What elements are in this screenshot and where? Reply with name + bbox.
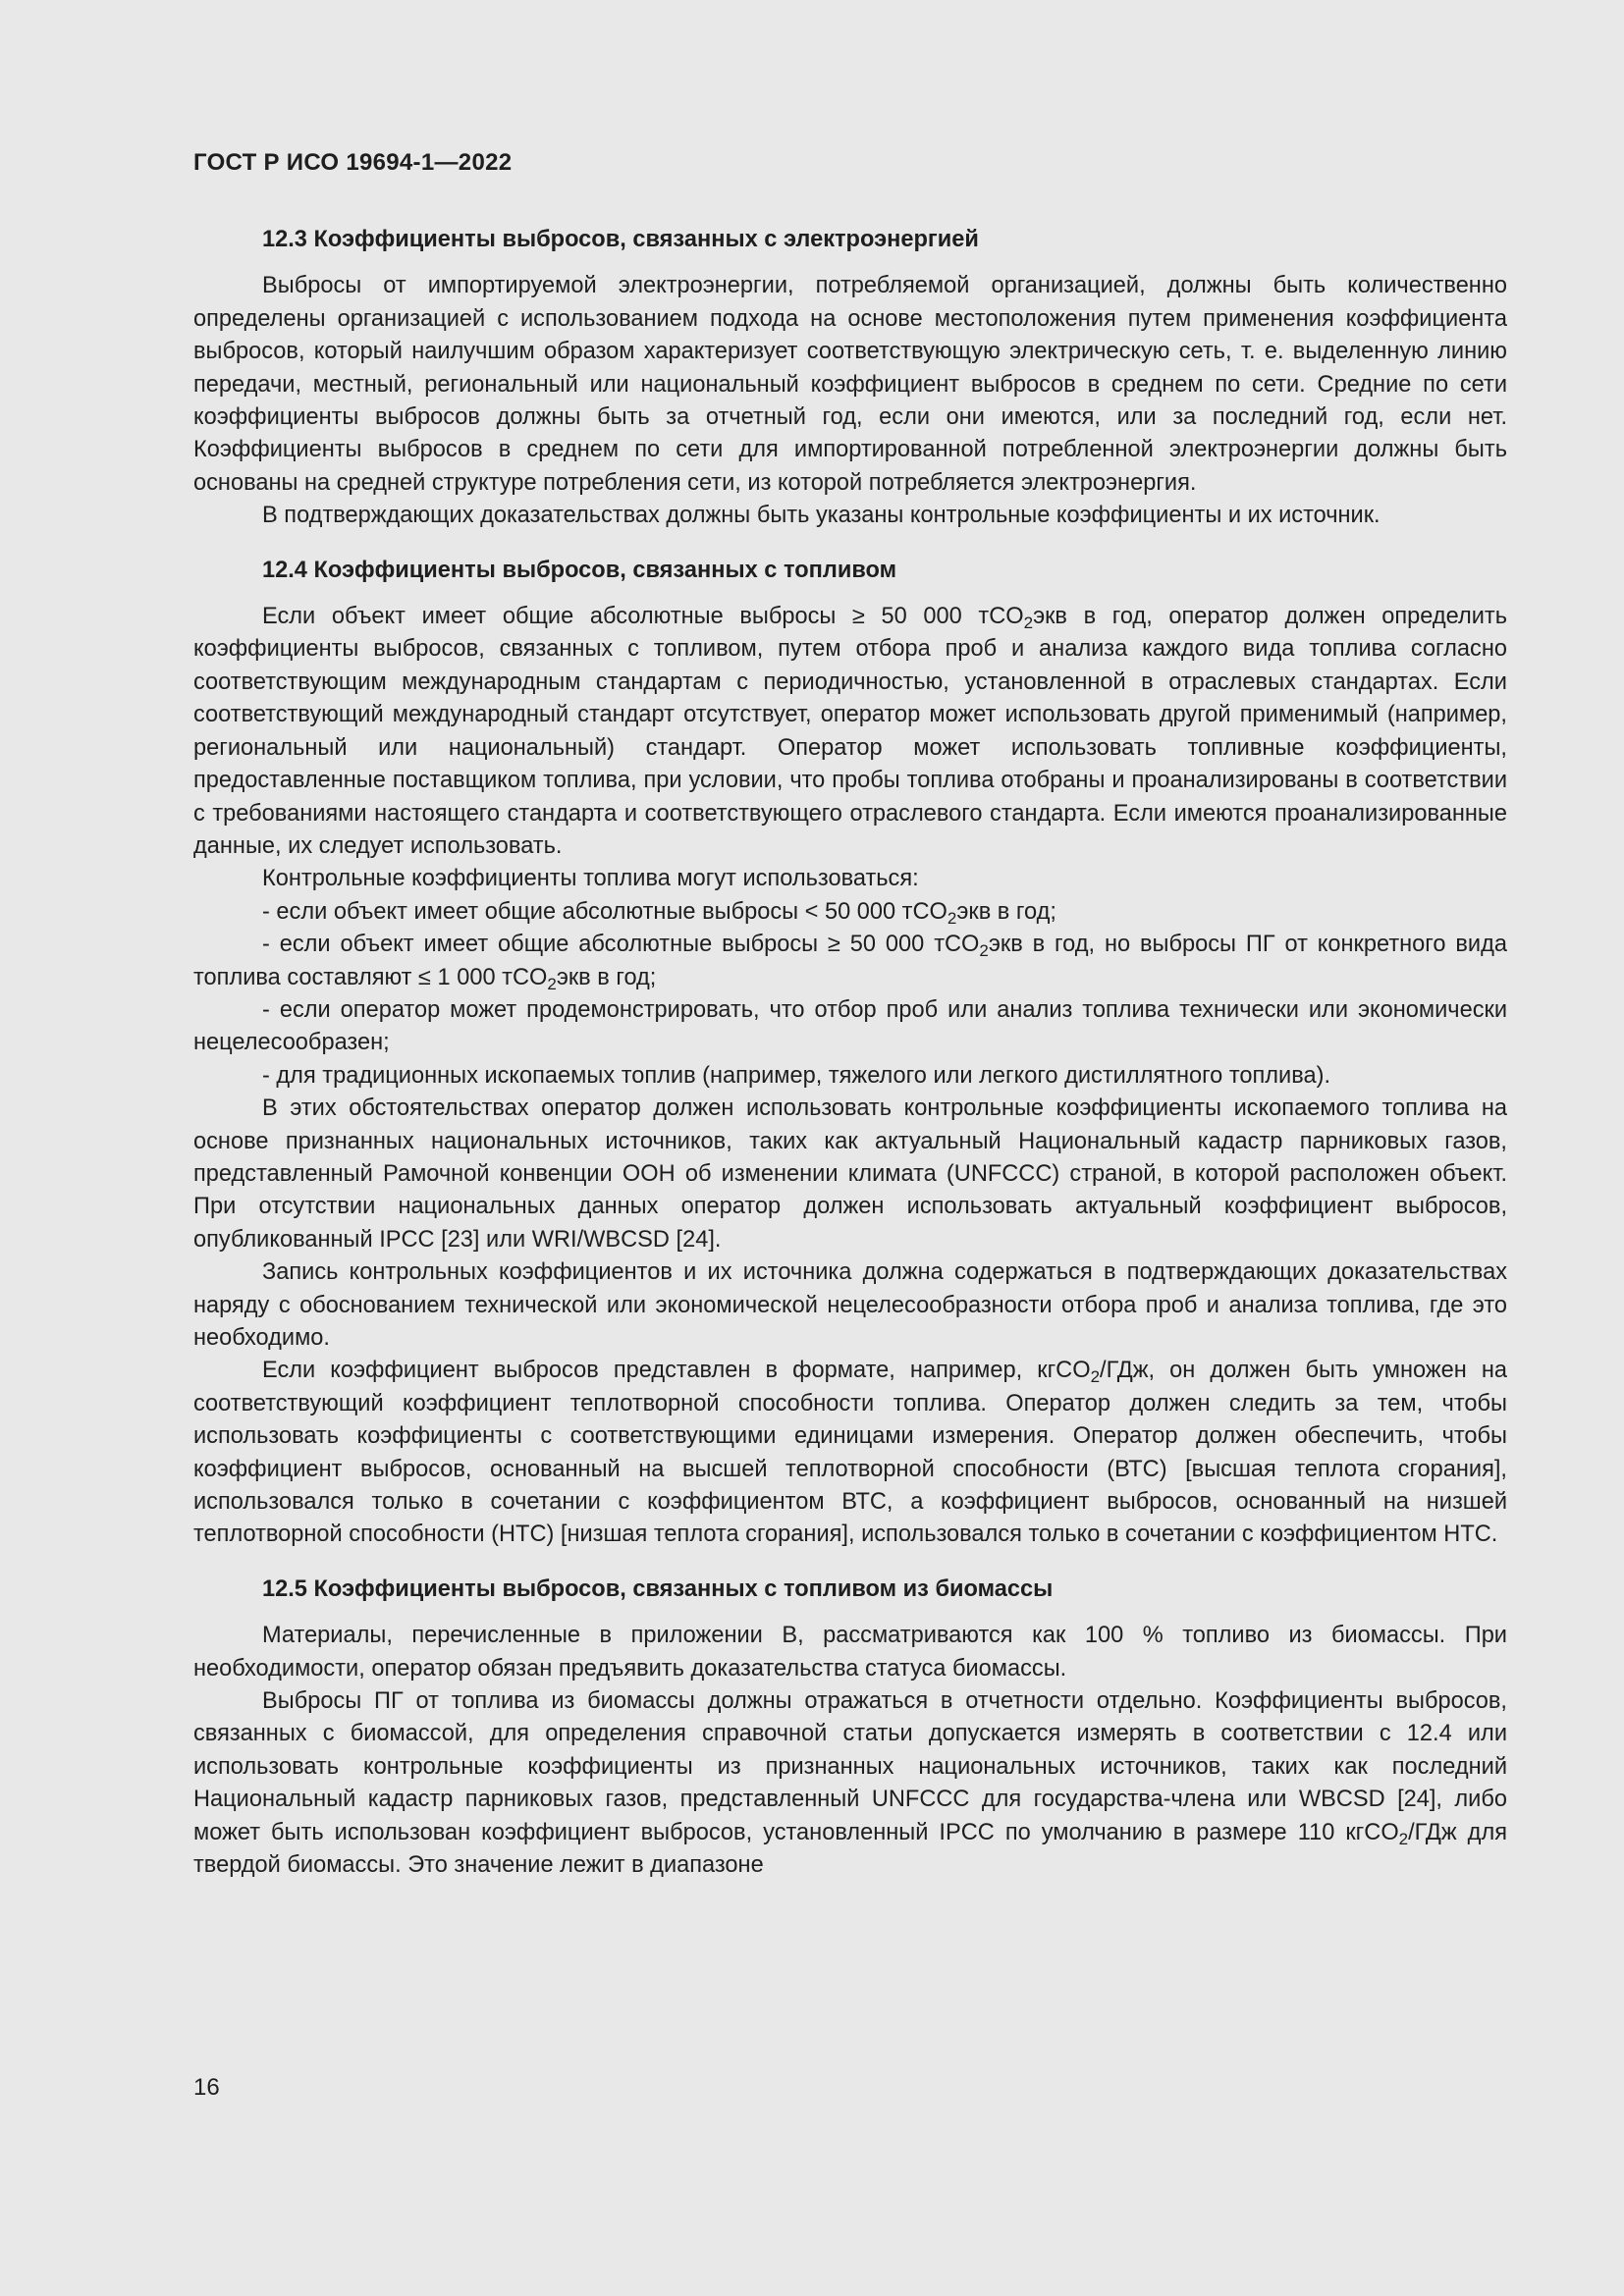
section-12-3-paragraph-1: Выбросы от импортируемой электроэнергии, потребляемой организацией, должны быть количественно определены организацией с использованием подхода на основе местоположения путем применения коэффициента выбросов, который наилучшим образом характеризует соответствующую электрическую сеть, т. е. выделенную линию передачи, местный, региональный или национальный коэффициент выбросов в среднем по сети. Средние по сети коэффициенты выбросов должны быть за отчетный год, если они имеются, или за последний год, если нет. Коэффициенты выбросов в среднем по сети для импортированной потребленной электроэнергии должны быть основаны на средней структуре потребления сети, из которой потребляется электроэнергия.: [193, 273, 1507, 496]
section-12-4-heading: 12.4 Коэффициенты выбросов, связанных с топливом: [262, 557, 897, 583]
section-12-5-heading: 12.5 Коэффициенты выбросов, связанных с топливом из биомассы: [262, 1575, 1054, 1602]
page-number: 16: [193, 2074, 220, 2101]
list-item: - если оператор может продемонстрировать, что отбор проб или анализ топлива технически или экономически нецелесообразен;: [193, 996, 1507, 1056]
subscript-2: 2: [1023, 613, 1034, 632]
subscript-2: 2: [547, 974, 557, 993]
section-12-4-paragraph-2: Контрольные коэффициенты топлива могут использоваться:: [262, 866, 919, 892]
document-body: [193, 224, 1507, 1883]
section-12-4-paragraph-3: В этих обстоятельствах оператор должен использовать контрольные коэффициенты ископаемого топлива на основе признанных национальных источников, таких как актуальный Национальный кадастр парниковых газов, представленный Рамочной конвенции ООН об изменении климата (UNFCCC) страной, в которой расположен объект. При отсутствии национальных данных оператор должен использовать актуальный коэффициент выбросов, опубликованный IPCC [23] или WRI/WBCSD [24].: [193, 1095, 1507, 1253]
section-12-3-paragraph-2: В подтверждающих доказательствах должны быть указаны контрольные коэффициенты и их источник.: [262, 503, 1380, 529]
subscript-2: 2: [979, 940, 989, 960]
section-12-5-paragraph-2: Выбросы ПГ от топлива из биомассы должны отражаться в отчетности отдельно. Коэффициенты выбросов, связанных с биомассой, для определения справочной статьи допускается измерять в соответствии с 12.4 или использовать контрольные коэффициенты из признанных национальных источников, таких как последний Национальный кадастр парниковых газов, представленный UNFCCC для государства-члена или WBCSD [24], либо может быть использован коэффициент выбросов, установленный IPCC по умолчанию в размере 110 кгCO$_2$/ГДж для твердой биомассы. Это значение лежит в диапазоне: [193, 1688, 1507, 1879]
document-code-header: ГОСТ Р ИСО 19694-1—2022: [193, 149, 513, 176]
section-12-4-paragraph-4: Запись контрольных коэффициентов и их источника должна содержаться в подтверждающих доказательствах наряду с обоснованием технической или экономической нецелесообразности отбора проб и анализа топлива, где это необходимо.: [193, 1259, 1507, 1351]
list-item: - если объект имеет общие абсолютные выбросы ≥ 50 000 тCO$_2$экв в год, но выбросы ПГ от конкретного вида топлива составляют ≤ 1 000 тCO$_2$экв в год;: [193, 932, 1507, 993]
list-item: - если объект имеет общие абсолютные выбросы < 50 000 тCO$_2$экв в год;: [262, 898, 1056, 928]
subscript-2: 2: [1090, 1367, 1101, 1387]
section-12-3-heading: 12.3 Коэффициенты выбросов, связанных с электроэнергией: [262, 227, 979, 252]
section-12-5-paragraph-1: Материалы, перечисленные в приложении В, рассматриваются как 100 % топливо из биомассы. При необходимости, оператор обязан предъявить доказательства статуса биомассы.: [193, 1623, 1507, 1682]
subscript-2: 2: [1398, 1829, 1409, 1848]
section-12-4-paragraph-5: Если коэффициент выбросов представлен в формате, например, кгCO$_2$/ГДж, он должен быть умножен на соответствующий коэффициент теплотворной способности топлива. Оператор должен следить за тем, чтобы использовать коэффициенты с соответствующими единицами измерения. Оператор должен обеспечить, чтобы коэффициент выбросов, основанный на высшей теплотворной способности (ВТС) [высшая теплота сгорания], использовался только в сочетании с коэффициентом ВТС, а коэффициент выбросов, основанный на низшей теплотворной способности (НТС) [низшая теплота сгорания], использовался только в сочетании с коэффициентом НТС.: [193, 1358, 1507, 1548]
section-12-4-paragraph-1: Если объект имеет общие абсолютные выбросы ≥ 50 000 тCO$_2$экв в год, оператор должен определить коэффициенты выбросов, связанных с топливом, путем отбора проб и анализа каждого вида топлива согласно соответствующим международным стандартам с периодичностью, установленной в отраслевых стандартах. Если соответствующий международный стандарт отсутствует, оператор может использовать другой применимый (например, региональный или национальный) стандарт. Оператор может использовать топливные коэффициенты, предоставленные поставщиком топлива, при условии, что пробы топлива отобраны и проанализированы в соответствии с требованиями настоящего стандарта и соответствующего отраслевого стандарта. Если имеются проанализированные данные, их следует использовать.: [193, 604, 1507, 859]
subscript-2: 2: [947, 908, 957, 928]
list-item: - для традиционных ископаемых топлив (например, тяжелого или легкого дистиллятного топлива).: [262, 1062, 1331, 1089]
